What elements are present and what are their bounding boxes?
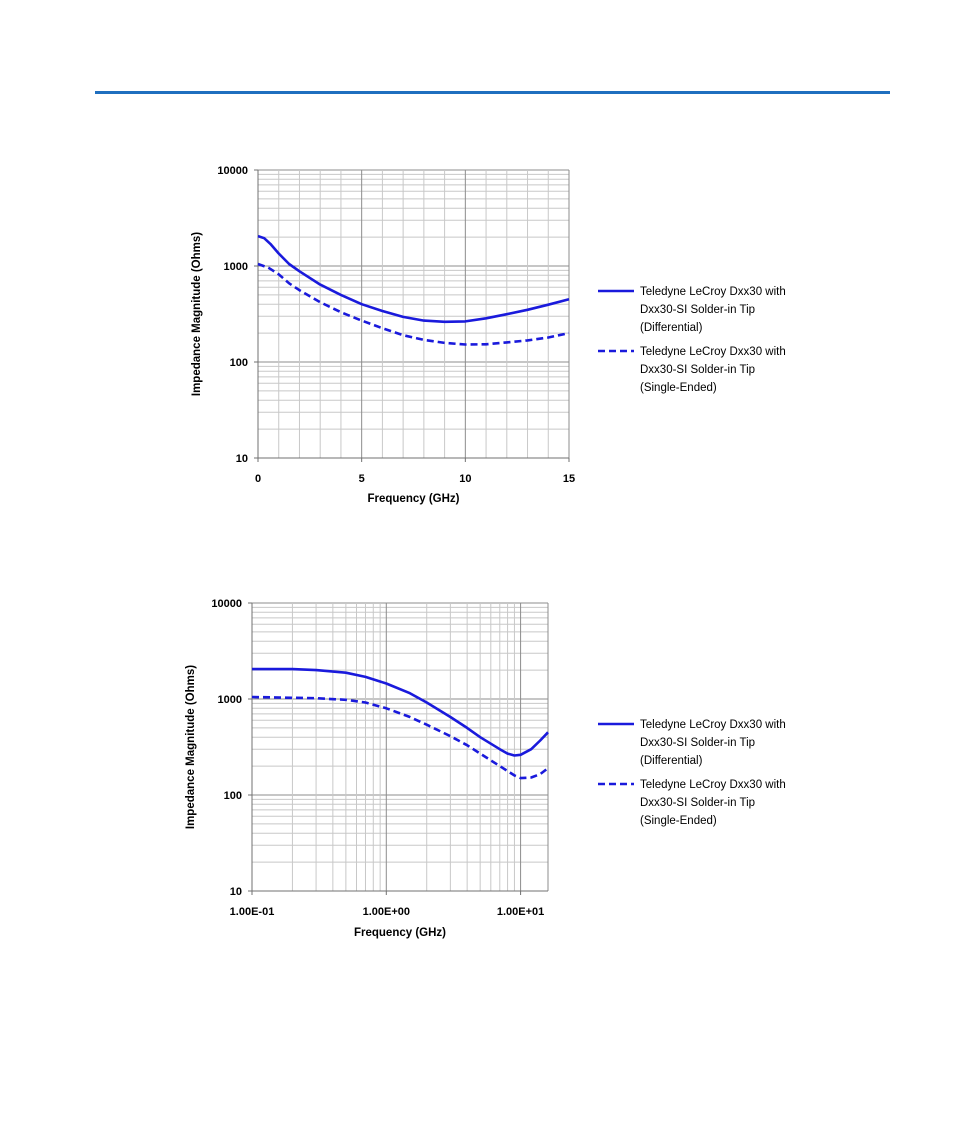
impedance-chart-log <box>0 572 954 972</box>
x-tick-label: 0 <box>254 473 262 485</box>
grid-lines <box>258 170 569 458</box>
legend-entry-text: (Differential) <box>640 322 703 334</box>
y-tick-label: 10000 <box>217 165 248 177</box>
legend-entry-text: Dxx30-SI Solder-in Tip <box>640 364 756 376</box>
legend-entry-text: (Single-Ended) <box>640 382 717 394</box>
x-tick-label: 5 <box>358 473 365 485</box>
y-tick-label: 1000 <box>217 694 242 706</box>
y-axis-label: Impedance Magnitude (Ohms) <box>191 231 203 397</box>
y-tick-label: 1000 <box>223 261 248 273</box>
legend-entry-text: Teledyne LeCroy Dxx30 with <box>640 779 786 791</box>
series-line-differential <box>258 236 569 322</box>
x-tick-label: 15 <box>562 473 576 485</box>
x-tick-label: 1.00E+00 <box>362 906 410 918</box>
legend-entry-text: Dxx30-SI Solder-in Tip <box>640 304 756 316</box>
y-tick-label: 100 <box>223 790 242 802</box>
legend-entry-text: Dxx30-SI Solder-in Tip <box>640 737 756 749</box>
legend-entry-text: Teledyne LeCroy Dxx30 with <box>640 346 786 358</box>
legend-entry-text: Teledyne LeCroy Dxx30 with <box>640 719 786 731</box>
x-tick-label: 1.00E+01 <box>496 906 545 918</box>
y-tick-label: 100 <box>229 357 248 369</box>
impedance-chart-linear <box>0 140 954 540</box>
x-tick-label: 10 <box>459 473 472 485</box>
y-tick-label: 10 <box>235 453 248 465</box>
header-rule <box>95 91 890 94</box>
y-tick-label: 10 <box>229 886 242 898</box>
legend-entry-text: Teledyne LeCroy Dxx30 with <box>640 286 786 298</box>
x-axis-label: Frequency (GHz) <box>367 493 460 505</box>
grid-lines <box>252 603 548 891</box>
y-tick-label: 10000 <box>211 598 242 610</box>
legend-entry-text: Dxx30-SI Solder-in Tip <box>640 797 756 809</box>
x-axis-label: Frequency (GHz) <box>353 927 447 939</box>
legend-entry-text: (Differential) <box>640 755 703 767</box>
y-axis-label: Impedance Magnitude (Ohms) <box>185 664 197 830</box>
x-tick-label: 1.00E-01 <box>229 906 275 918</box>
legend-entry-text: (Single-Ended) <box>640 815 717 827</box>
